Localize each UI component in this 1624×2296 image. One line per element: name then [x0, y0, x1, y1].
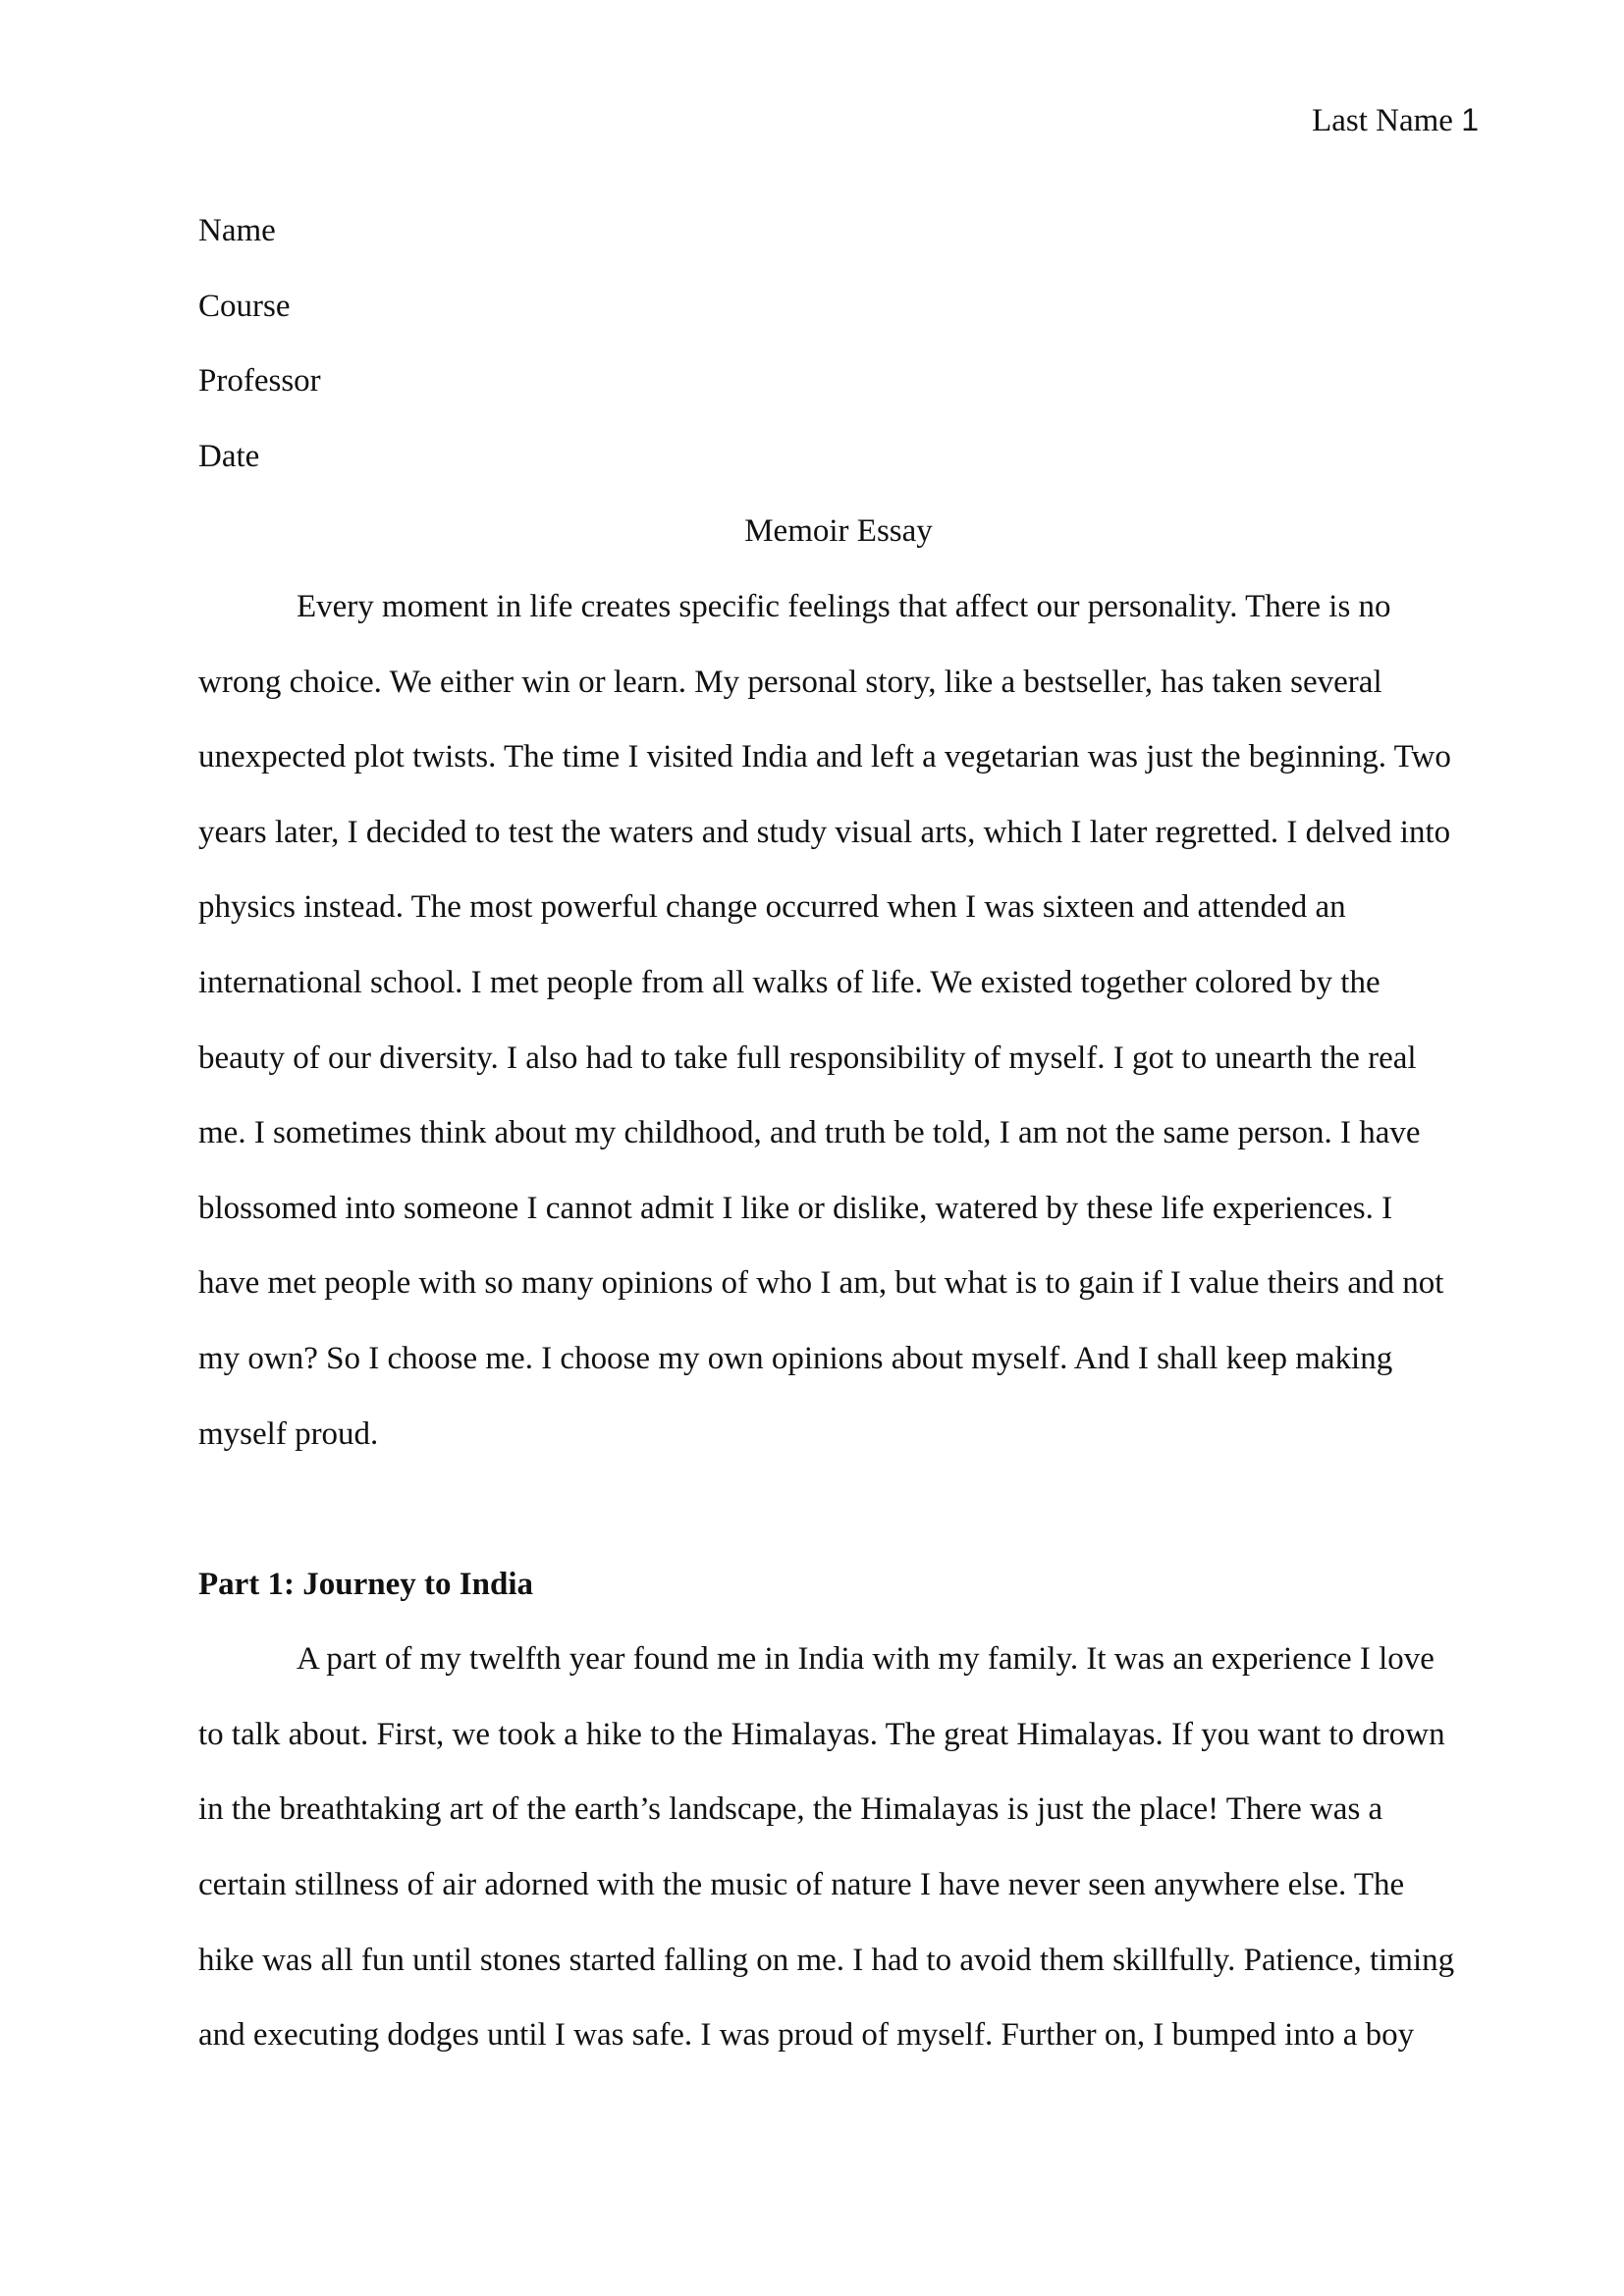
professor-name: Professor	[198, 363, 321, 400]
paragraph-line: hike was all fun until stones started falling on me. I had to avoid them skillfully. Patience, timing	[198, 1942, 1455, 1978]
page-number: 1	[1461, 102, 1479, 137]
intro-paragraph	[198, 569, 1479, 1471]
paragraph-line: in the breathtaking art of the earth’s landscape, the Himalayas is just the place! There was a	[198, 1791, 1383, 1828]
paragraph-line: my own? So I choose me. I choose my own opinions about myself. And I shall keep making	[198, 1340, 1393, 1376]
paragraph-line: to talk about. First, we took a hike to the Himalayas. The great Himalayas. If you want to drown	[198, 1716, 1445, 1752]
paragraph-line: unexpected plot twists. The time I visited India and left a vegetarian was just the beginning. Two	[198, 739, 1451, 775]
paragraph-line: years later, I decided to test the waters and study visual arts, which I later regretted. I delved into	[198, 814, 1451, 850]
paragraph-line: and executing dodges until I was safe. I was proud of myself. Further on, I bumped into a boy	[198, 2017, 1415, 2054]
part1-paragraph	[198, 1622, 1479, 2073]
paragraph-line: have met people with so many opinions of who I am, but what is to gain if I value theirs and not	[198, 1265, 1444, 1302]
paragraph-line: me. I sometimes think about my childhood, and truth be told, I am not the same person. I have	[198, 1115, 1421, 1151]
paragraph-line: beauty of our diversity. I also had to take full responsibility of myself. I got to unearth the real	[198, 1040, 1417, 1076]
paragraph-line: certain stillness of air adorned with the music of nature I have never seen anywhere else. The	[198, 1867, 1405, 1903]
course-name: Course	[198, 288, 291, 324]
paragraph-line: international school. I met people from all walks of life. We existed together colored by the	[198, 964, 1380, 1000]
paragraph-line: myself proud.	[198, 1415, 379, 1452]
paragraph-line: Every moment in life creates specific feelings that affect our personality. There is no	[297, 588, 1391, 624]
student-name: Name	[198, 213, 276, 248]
date: Date	[198, 438, 260, 474]
header-last-name: Last Name	[1312, 103, 1453, 138]
paragraph-line: blossomed into someone I cannot admit I like or dislike, watered by these life experiences. I	[198, 1190, 1393, 1226]
section-heading: Part 1: Journey to India	[198, 1566, 533, 1602]
essay-title: Memoir Essay	[744, 513, 933, 550]
running-header	[1312, 98, 1479, 142]
paragraph-line: wrong choice. We either win or learn. My personal story, like a bestseller, has taken several	[198, 664, 1382, 700]
essay-body	[198, 193, 1479, 2073]
paragraph-line: A part of my twelfth year found me in India with my family. It was an experience I love	[297, 1641, 1435, 1678]
paragraph-line: physics instead. The most powerful change occurred when I was sixteen and attended an	[198, 889, 1346, 926]
